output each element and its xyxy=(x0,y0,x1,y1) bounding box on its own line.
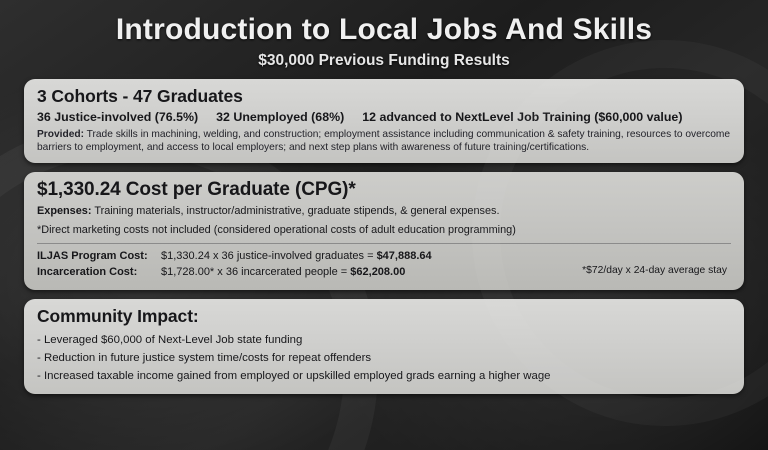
slide-header xyxy=(14,6,754,70)
stat-unemployed: 32 Unemployed (68%) xyxy=(216,109,345,124)
cost-lines xyxy=(37,249,432,281)
cost-row xyxy=(37,249,432,265)
list-item: - Reduction in future justice system time/costs for repeat offenders xyxy=(37,349,731,367)
cost-per-graduate-card xyxy=(24,172,744,290)
cpg-heading: $1,330.24 Cost per Graduate (CPG)* xyxy=(37,178,356,200)
cost-comparison xyxy=(37,249,731,281)
impact-list xyxy=(37,331,731,385)
community-impact-card xyxy=(24,299,744,394)
program-cost-label: ILJAS Program Cost: xyxy=(37,249,148,262)
cohorts-stats xyxy=(37,110,731,124)
incarceration-cost-total: $62,208.00 xyxy=(350,265,406,278)
cohorts-card xyxy=(24,79,744,163)
stat-advanced: 12 advanced to NextLevel Job Training ($60,000 value) xyxy=(362,109,683,124)
cpg-footnote: *Direct marketing costs not included (considered operational costs of adult education programming) xyxy=(37,223,516,236)
provided-paragraph xyxy=(37,128,731,154)
cohorts-heading: 3 Cohorts - 47 Graduates xyxy=(37,85,243,106)
page-subtitle: $30,000 Previous Funding Results xyxy=(258,51,510,69)
program-cost-formula: $1,330.24 x 36 justice-involved graduates = xyxy=(161,249,377,262)
average-stay-note: *$72/day x 24-day average stay xyxy=(582,264,727,276)
expenses-label: Expenses: xyxy=(37,204,92,217)
impact-heading: Community Impact: xyxy=(37,305,199,326)
expenses-line xyxy=(37,204,731,218)
card-divider xyxy=(37,243,731,244)
program-cost-total: $47,888.64 xyxy=(376,249,432,262)
incarceration-cost-formula: $1,728.00* x 36 incarcerated people = xyxy=(161,265,351,278)
provided-label: Provided: xyxy=(37,128,84,140)
list-item: - Leveraged $60,000 of Next-Level Job state funding xyxy=(37,331,731,349)
page-title: Introduction to Local Jobs And Skills xyxy=(115,13,653,46)
stat-justice-involved: 36 Justice-involved (76.5%) xyxy=(37,109,199,124)
program-cost-value xyxy=(161,249,432,265)
list-item: - Increased taxable income gained from employed or upskilled employed grads earning a higher wage xyxy=(37,367,731,385)
provided-text: Trade skills in machining, welding, and construction; employment assistance including communication & safety training, resources to overcome barriers to employment, and access to local employers; and next step plans with awareness of future training/certifications. xyxy=(37,128,731,153)
cost-row xyxy=(37,265,432,281)
expenses-text: Training materials, instructor/administrative, graduate stipends, & general expenses. xyxy=(94,204,500,217)
incarceration-cost-value xyxy=(161,265,405,281)
incarceration-cost-label: Incarceration Cost: xyxy=(37,265,138,278)
